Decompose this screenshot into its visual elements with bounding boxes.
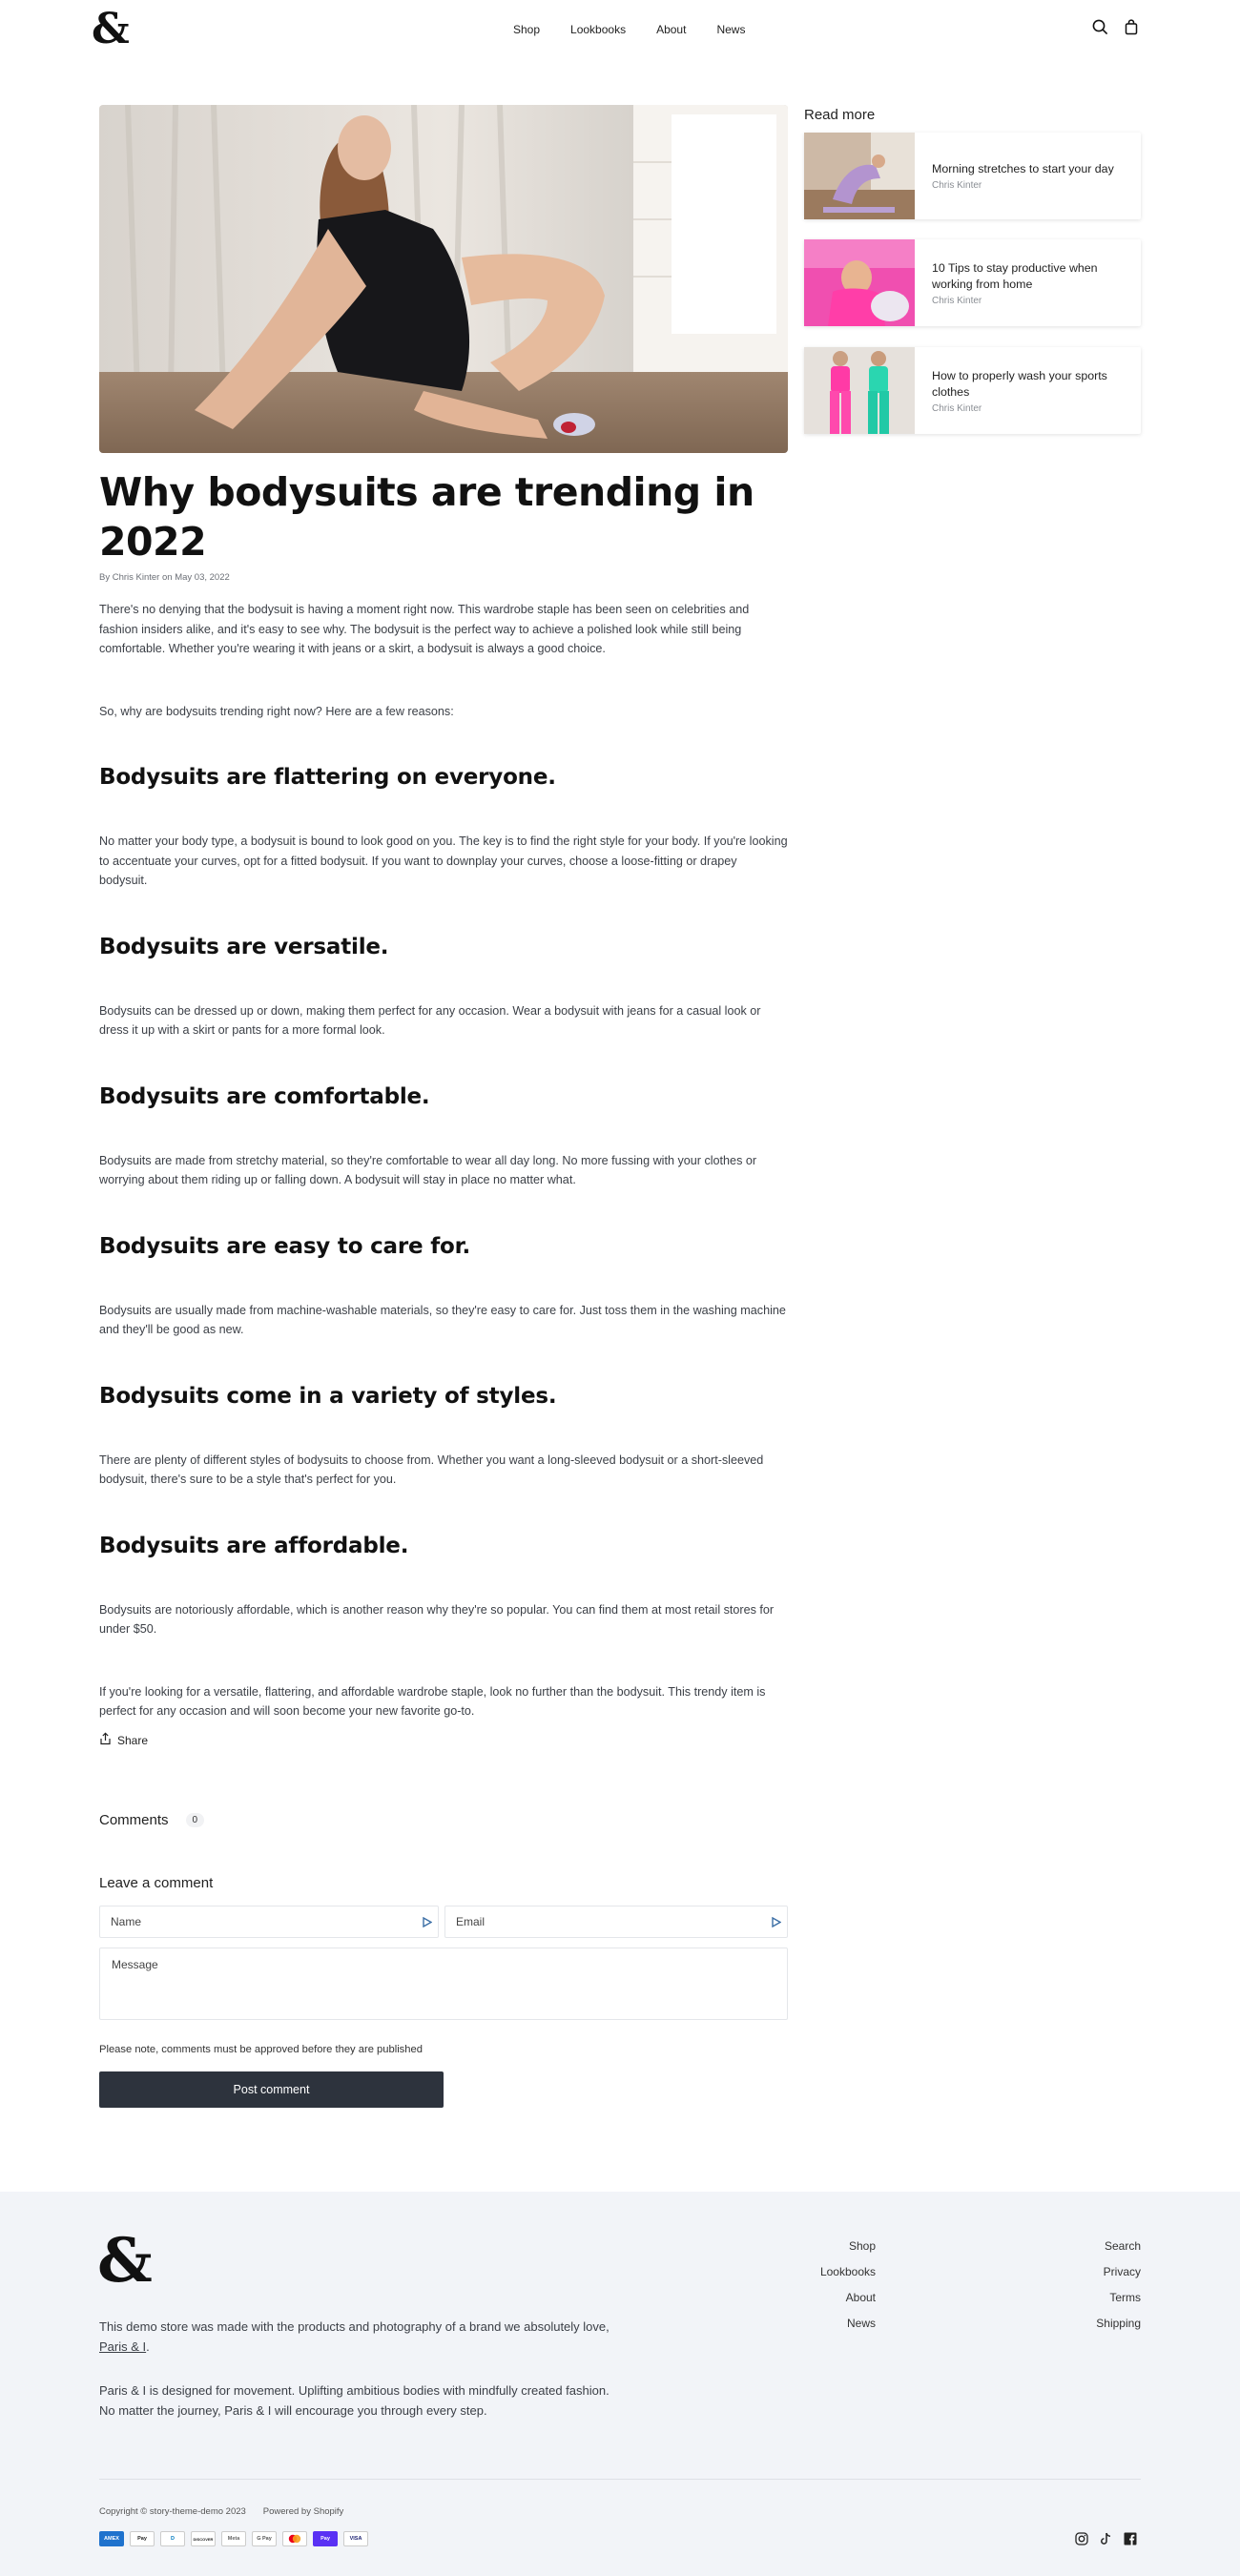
section-text: Bodysuits are notoriously affordable, which is another reason why they're so popular. You can find them at most retail stores for under $50.	[99, 1602, 775, 1636]
article-title: Why bodysuits are trending in 2022	[99, 469, 754, 565]
footer-link-about[interactable]: About	[845, 2291, 876, 2304]
section-heading: Bodysuits are comfortable.	[99, 1083, 430, 1109]
powered-by-link[interactable]: Powered by Shopify	[262, 2506, 344, 2517]
footer-link-terms[interactable]: Terms	[1109, 2291, 1141, 2304]
main-nav	[513, 23, 775, 36]
card-author: Chris Kinter	[932, 402, 982, 414]
card-author: Chris Kinter	[932, 295, 982, 306]
instagram-icon[interactable]	[1075, 2532, 1088, 2550]
leave-comment-title: Leave a comment	[99, 1875, 214, 1891]
card-thumbnail	[804, 347, 915, 434]
site-logo[interactable]: &	[92, 5, 130, 53]
name-field[interactable]	[99, 1906, 439, 1938]
autofill-icon	[772, 1917, 781, 1927]
section-heading: Bodysuits come in a variety of styles.	[99, 1383, 557, 1409]
article-body	[99, 467, 788, 1721]
footer-copyright	[99, 2506, 343, 2517]
section-heading: Bodysuits are easy to care for.	[99, 1233, 471, 1259]
nav-lookbooks[interactable]: Lookbooks	[570, 23, 627, 36]
diners-icon: D	[160, 2531, 185, 2546]
facebook-icon[interactable]	[1124, 2532, 1137, 2550]
section-text: Bodysuits are usually made from machine-washable materials, so they're easy to care for. Just toss them in the washing machine and they'll be good as new.	[99, 1303, 786, 1336]
comments-header	[99, 1812, 204, 1828]
search-icon[interactable]	[1092, 19, 1108, 35]
footer-link-news[interactable]: News	[846, 2317, 876, 2330]
email-field[interactable]	[444, 1906, 788, 1938]
site-header	[0, 0, 1240, 59]
footer-logo[interactable]: &	[97, 2225, 153, 2297]
section-text: Bodysuits can be dressed up or down, making them perfect for any occasion. Wear a bodysuit with jeans for a casual look or dress it up with a skirt or pants for a more formal look.	[99, 1003, 761, 1037]
apple-pay-icon: Pay	[130, 2531, 155, 2546]
section-text: There are plenty of different styles of bodysuits to choose from. Whether you want a long-sleeved bodysuit or a short-sleeved bodysuit, there's sure to be a style that's perfect for you.	[99, 1453, 764, 1486]
autofill-icon	[423, 1917, 432, 1927]
card-title: Morning stretches to start your day	[932, 162, 1114, 175]
share-button[interactable]	[99, 1732, 148, 1748]
footer-menu-1	[820, 2239, 876, 2342]
comments-count-badge: 0	[186, 1813, 205, 1827]
footer-link-shipping[interactable]: Shipping	[1096, 2317, 1141, 2330]
nav-news[interactable]: News	[716, 23, 746, 36]
footer-divider	[99, 2479, 1141, 2480]
cart-icon[interactable]	[1124, 19, 1139, 35]
nav-about[interactable]: About	[656, 23, 687, 36]
footer-menu-2	[1096, 2239, 1141, 2342]
visa-icon: VISA	[343, 2531, 368, 2546]
share-label: Share	[117, 1733, 149, 1747]
amex-icon: AMEX	[99, 2531, 124, 2546]
read-more-card[interactable]	[804, 133, 1141, 219]
read-more-card[interactable]	[804, 239, 1141, 326]
social-links	[1075, 2532, 1137, 2550]
header-icons	[1092, 19, 1139, 35]
google-pay-icon: G Pay	[252, 2531, 277, 2546]
mastercard-icon	[282, 2531, 307, 2546]
tiktok-icon[interactable]	[1100, 2532, 1112, 2550]
payment-icons	[99, 2531, 368, 2546]
article-intro: There's no denying that the bodysuit is having a moment right now. This wardrobe staple has been seen on celebrities and fashion insiders alike, and it's easy to see why. The bodysuit is the perfect way to achieve a polished look while still being comfortable. Whether you're wearing it with jeans or a skirt, a bodysuit is always a good choice.	[99, 603, 750, 655]
section-heading: Bodysuits are flattering on everyone.	[99, 765, 556, 790]
article-closing: If you're looking for a versatile, flattering, and affordable wardrobe staple, look no further than the bodysuit. This trendy item is perfect for any occasion and will soon become your new favorite go-to.	[99, 1684, 766, 1718]
card-title: 10 Tips to stay productive when working from home	[932, 260, 1098, 291]
article-lead: So, why are bodysuits trending right now? Here are a few reasons:	[99, 704, 454, 718]
read-more-title: Read more	[804, 107, 876, 123]
copyright-text: Copyright © story-theme-demo 2023	[99, 2506, 246, 2517]
card-title: How to properly wash your sports clothes	[932, 368, 1107, 399]
moderation-note: Please note, comments must be approved before they are published	[99, 2044, 423, 2055]
post-comment-button[interactable]: Post comment	[99, 2071, 444, 2108]
footer-link-shop[interactable]: Shop	[848, 2239, 876, 2253]
message-textarea[interactable]	[99, 1947, 788, 2020]
card-thumbnail	[804, 239, 915, 326]
section-text: Bodysuits are made from stretchy material, so they're comfortable to wear all day long. No more fussing with your clothes or worrying about them riding up or falling down. A bodysuit will stay in place no matter what.	[99, 1153, 757, 1186]
footer-link-search[interactable]: Search	[1104, 2239, 1141, 2253]
site-footer	[0, 2192, 1240, 2576]
section-heading: Bodysuits are affordable.	[99, 1533, 409, 1558]
read-more-card[interactable]	[804, 347, 1141, 434]
footer-about-text: This demo store was made with the products and photography of a brand we absolutely love,	[99, 2319, 610, 2334]
footer-link-lookbooks[interactable]: Lookbooks	[819, 2265, 876, 2278]
discover-icon: DISCOVER	[191, 2531, 216, 2546]
email-placeholder: Email	[456, 1915, 486, 1928]
footer-link-privacy[interactable]: Privacy	[1103, 2265, 1141, 2278]
meta-pay-icon: Meta	[221, 2531, 246, 2546]
comments-label: Comments	[99, 1812, 169, 1828]
card-thumbnail	[804, 133, 915, 219]
card-author: Chris Kinter	[932, 180, 982, 191]
section-text: No matter your body type, a bodysuit is bound to look good on you. The key is to find the right style for your body. If you're looking to accentuate your curves, opt for a fitted bodysuit. If you want to downplay your curves, choose a loose-fitting or drapey bodysuit.	[99, 835, 788, 887]
shop-pay-icon: Pay	[313, 2531, 338, 2546]
article-hero-image	[99, 105, 788, 453]
footer-about-1: This demo store was made with the products and photography of a brand we absolutely love, Paris & I.	[99, 2319, 610, 2354]
share-icon	[99, 1732, 112, 1748]
article-byline: By Chris Kinter on May 03, 2022	[99, 572, 230, 583]
footer-about-2: Paris & I is designed for movement. Uplifting ambitious bodies with mindfully created fashion. No matter the journey, Paris & I will encourage you through every step.	[99, 2383, 610, 2418]
section-heading: Bodysuits are versatile.	[99, 934, 389, 959]
nav-shop[interactable]: Shop	[513, 23, 541, 36]
message-placeholder: Message	[112, 1958, 158, 1971]
footer-about-link[interactable]: Paris & I	[99, 2339, 147, 2354]
name-placeholder: Name	[111, 1915, 142, 1928]
